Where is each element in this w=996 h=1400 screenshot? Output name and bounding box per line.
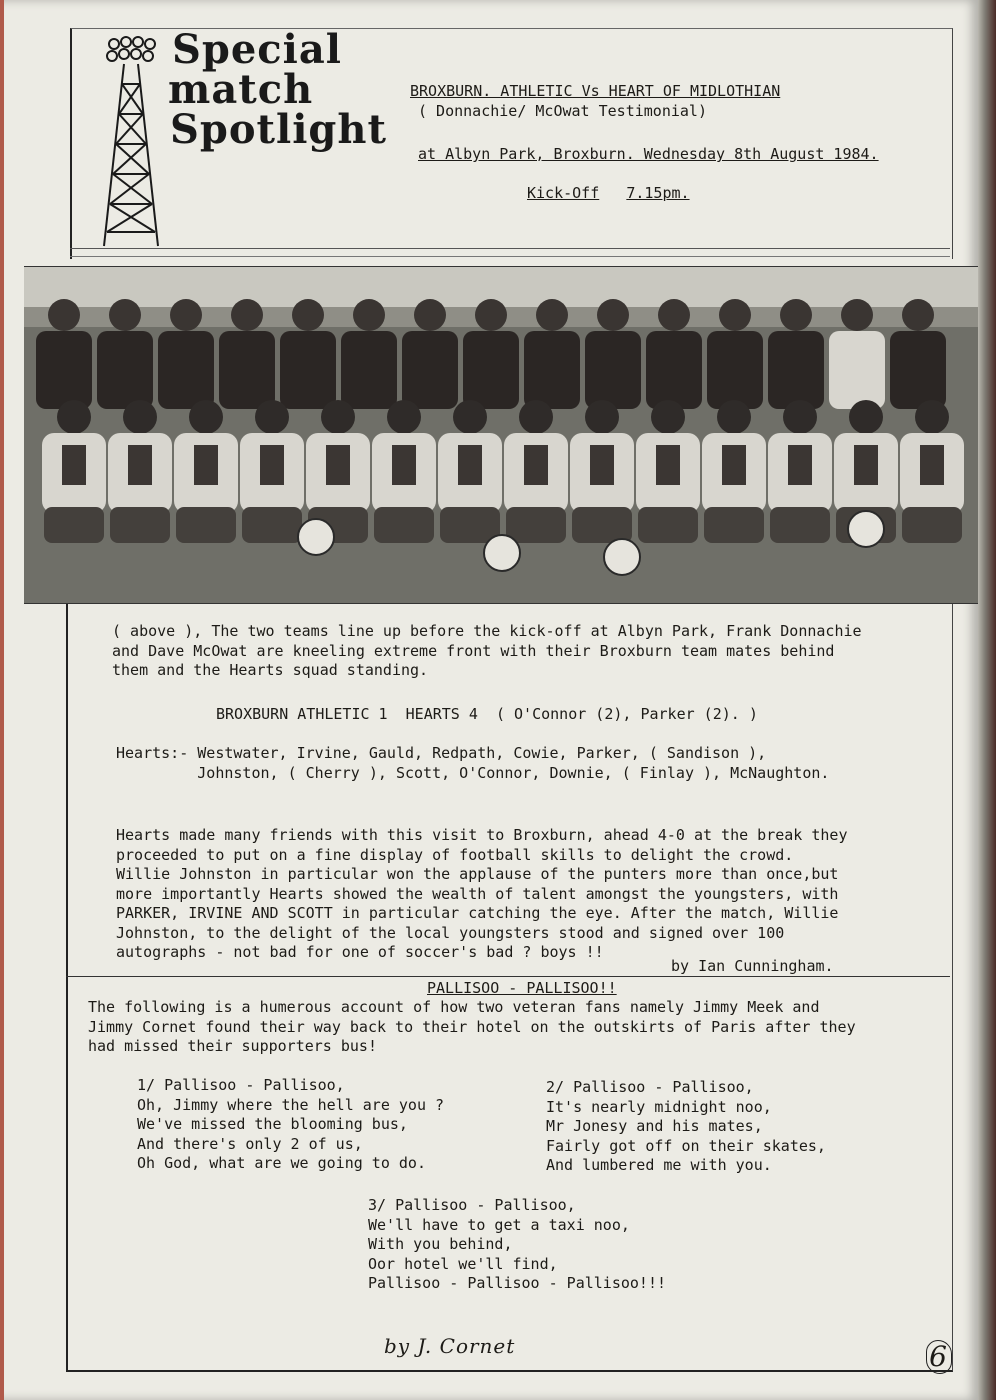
standing-player-head — [353, 299, 385, 331]
standing-player-shirt — [341, 331, 397, 409]
football — [298, 519, 334, 555]
kneeling-player-shirt-panel — [458, 445, 482, 485]
football — [848, 511, 884, 547]
standing-player-shirt — [219, 331, 275, 409]
report-byline: by Ian Cunningham. — [671, 957, 834, 975]
kneeling-player-legs — [242, 507, 302, 543]
kneeling-player-legs — [374, 507, 434, 543]
kneeling-player-legs — [506, 507, 566, 543]
standing-player-shirt — [524, 331, 580, 409]
kneeling-player-shirt-panel — [194, 445, 218, 485]
poem-verse-3: 3/ Pallisoo - Pallisoo, We'll have to get a taxi noo, With you behind, Oor hotel we'll find, Pallisoo - Pallisoo - Pallisoo!!! — [368, 1196, 667, 1292]
standing-player-shirt — [36, 331, 92, 409]
standing-player-shirt — [768, 331, 824, 409]
kneeling-player-head — [123, 400, 157, 434]
kneeling-player-shirt-panel — [920, 445, 944, 485]
kneeling-player-shirt-panel — [590, 445, 614, 485]
kneeling-player-legs — [902, 507, 962, 543]
standing-player-head — [536, 299, 568, 331]
standing-player-shirt — [890, 331, 946, 409]
logo-line-match: match — [168, 66, 314, 113]
page-edge — [978, 0, 996, 1400]
kneeling-player-head — [189, 400, 223, 434]
standing-player-head — [48, 299, 80, 331]
kneeling-player-legs — [572, 507, 632, 543]
kneeling-player-legs — [704, 507, 764, 543]
header-rule — [70, 248, 950, 249]
standing-player-shirt — [280, 331, 336, 409]
standing-player-head — [597, 299, 629, 331]
kneeling-player-shirt-panel — [722, 445, 746, 485]
match-title: BROXBURN. ATHLETIC Vs HEART OF MIDLOTHIAN — [410, 82, 781, 100]
standing-player-head — [719, 299, 751, 331]
hearts-lineup: Hearts:- Westwater, Irvine, Gauld, Redpath, Cowie, Parker, ( Sandison ), Johnston, ( Cherry ), Scott, O'Connor, Downie, ( Finlay ), McNaughton. — [116, 744, 830, 782]
binding-strip — [0, 0, 4, 1400]
page-number: 6 — [924, 1340, 952, 1374]
kneeling-player-shirt-panel — [656, 445, 680, 485]
standing-player-head — [292, 299, 324, 331]
kneeling-player-head — [717, 400, 751, 434]
kickoff-label: Kick-Off — [527, 184, 600, 202]
kneeling-player-legs — [176, 507, 236, 543]
kneeling-player-head — [321, 400, 355, 434]
match-subtitle: ( Donnachie/ McOwat Testimonial) — [418, 102, 707, 120]
standing-player-shirt — [97, 331, 153, 409]
kneeling-player-shirt-panel — [524, 445, 548, 485]
kneeling-player-shirt-panel — [854, 445, 878, 485]
special-match-spotlight-logo — [168, 26, 388, 153]
kneeling-player-shirt-panel — [326, 445, 350, 485]
kneeling-player-head — [453, 400, 487, 434]
kneeling-player-head — [519, 400, 553, 434]
standing-player-shirt — [646, 331, 702, 409]
kneeling-player-shirt-panel — [62, 445, 86, 485]
standing-player-shirt — [707, 331, 763, 409]
standing-player-shirt — [158, 331, 214, 409]
photo-caption: ( above ), The two teams line up before the kick-off at Albyn Park, Frank Donnachie and Dave McOwat are kneeling extreme front with their Broxburn team mates behind them and the Hearts squad standing. — [112, 622, 862, 679]
standing-player-shirt — [585, 331, 641, 409]
floodlight-tower-icon — [98, 34, 168, 249]
kneeling-player-legs — [638, 507, 698, 543]
kneeling-player-head — [585, 400, 619, 434]
team-photo-image — [24, 267, 980, 603]
kneeling-player-legs — [770, 507, 830, 543]
kneeling-player-head — [255, 400, 289, 434]
kneeling-player-head — [651, 400, 685, 434]
header-rule-lower — [70, 256, 950, 257]
football — [484, 535, 520, 571]
kneeling-player-head — [57, 400, 91, 434]
standing-player-head — [658, 299, 690, 331]
standing-player-shirt — [829, 331, 885, 409]
kneeling-player-shirt-panel — [788, 445, 812, 485]
poem-intro: The following is a humerous account of how two veteran fans namely Jimmy Meek and Jimmy Cornet found their way back to their hotel on the outskirts of Paris after they had missed their supporters bus! — [88, 998, 856, 1055]
kickoff-time: 7.15pm. — [626, 184, 690, 202]
standing-player-shirt — [402, 331, 458, 409]
standing-player-head — [841, 299, 873, 331]
kneeling-player-head — [387, 400, 421, 434]
poem-verse-1: 1/ Pallisoo - Pallisoo, Oh, Jimmy where the hell are you ? We've missed the blooming bus, And there's only 2 of us, Oh God, what are we going to do. — [137, 1076, 445, 1172]
venue-date: at Albyn Park, Broxburn. Wednesday 8th August 1984. — [418, 145, 879, 163]
kneeling-player-head — [783, 400, 817, 434]
standing-player-shirt — [463, 331, 519, 409]
match-score: BROXBURN ATHLETIC 1 HEARTS 4 ( O'Connor (2), Parker (2). ) — [216, 705, 758, 723]
kneeling-player-legs — [44, 507, 104, 543]
standing-player-head — [902, 299, 934, 331]
kickoff — [527, 184, 690, 202]
poem-title: PALLISOO - PALLISOO!! — [427, 979, 617, 997]
standing-player-head — [109, 299, 141, 331]
logo-line-spotlight: Spotlight — [170, 106, 387, 153]
standing-player-head — [780, 299, 812, 331]
kneeling-player-legs — [110, 507, 170, 543]
standing-player-head — [231, 299, 263, 331]
standing-player-head — [475, 299, 507, 331]
kneeling-player-shirt-panel — [392, 445, 416, 485]
kneeling-player-shirt-panel — [260, 445, 284, 485]
team-photograph — [24, 266, 980, 604]
kneeling-player-head — [849, 400, 883, 434]
poem-signature: by J. Cornet — [384, 1334, 516, 1358]
standing-player-head — [170, 299, 202, 331]
poem-verse-2: 2/ Pallisoo - Pallisoo, It's nearly midnight noo, Mr Jonesy and his mates, Fairly got off on their skates, And lumbered me with you. — [546, 1078, 826, 1174]
kneeling-player-head — [915, 400, 949, 434]
match-report: Hearts made many friends with this visit to Broxburn, ahead 4-0 at the break they proceeded to put on a fine display of football skills to delight the crowd. Willie Johnston in particular won the applause of the punters more than once,but more importantly Hearts showed the wealth of talent amongst the youngsters, with PARKER, IRVINE AND SCOTT in particular catching the eye. After the match, Willie Johnston, to the delight of the local youngsters stood and signed over 100 autographs - not bad for one of soccer's bad ? boys !! — [116, 826, 848, 961]
standing-player-head — [414, 299, 446, 331]
kneeling-player-shirt-panel — [128, 445, 152, 485]
football — [604, 539, 640, 575]
logo-line-special: Special — [172, 26, 342, 73]
